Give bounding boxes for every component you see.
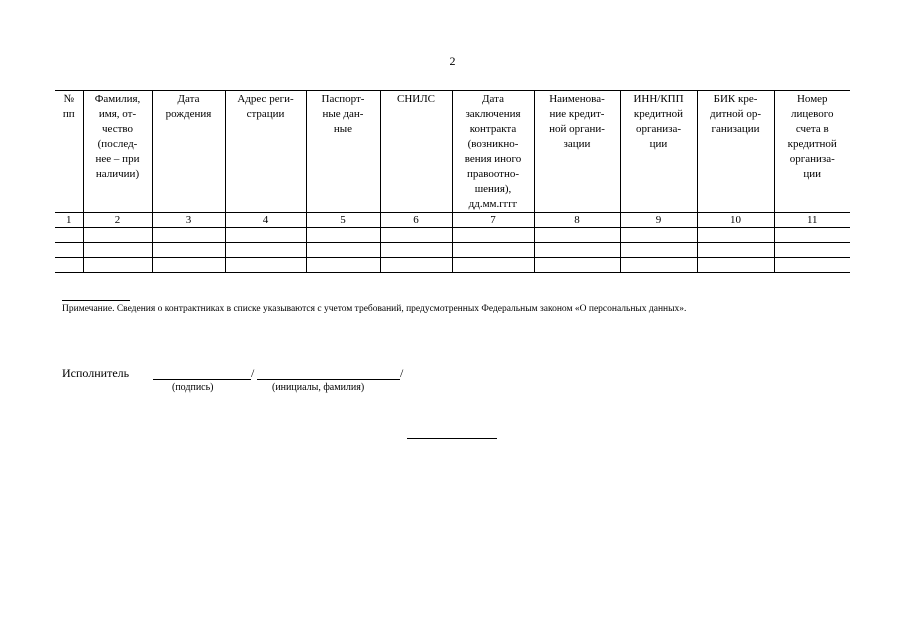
signature-line bbox=[153, 379, 251, 380]
name-caption: (инициалы, фамилия) bbox=[272, 382, 365, 393]
header-bank-name: Наименова- ние кредит- ной органи- зации bbox=[534, 91, 620, 213]
table-row bbox=[55, 258, 850, 273]
name-line bbox=[257, 379, 400, 380]
page-number: 2 bbox=[449, 54, 456, 68]
table-row bbox=[55, 243, 850, 258]
column-number: 9 bbox=[620, 213, 697, 228]
column-number: 6 bbox=[380, 213, 452, 228]
footnote-divider bbox=[62, 300, 130, 301]
column-number: 7 bbox=[452, 213, 534, 228]
column-number: 3 bbox=[152, 213, 225, 228]
column-number: 2 bbox=[83, 213, 152, 228]
column-number: 10 bbox=[697, 213, 774, 228]
header-birth-date: Дата рождения bbox=[152, 91, 225, 213]
header-contract-date: Дата заключения контракта (возникно- вения иного правоотно- шения), дд.мм.гггг bbox=[452, 91, 534, 213]
signature-slash: / bbox=[251, 366, 255, 380]
header-full-name: Фамилия, имя, от- чество (послед- нее – при наличии) bbox=[83, 91, 152, 213]
column-number: 1 bbox=[55, 213, 83, 228]
table-header-row bbox=[55, 91, 850, 213]
executor-label: Исполнитель bbox=[62, 366, 130, 380]
column-number: 4 bbox=[225, 213, 306, 228]
header-inn-kpp: ИНН/КПП кредитной организа- ции bbox=[620, 91, 697, 213]
header-registration-address: Адрес реги- страции bbox=[225, 91, 306, 213]
end-divider bbox=[407, 438, 497, 439]
signature-caption: (подпись) bbox=[172, 382, 214, 393]
name-slash: / bbox=[400, 366, 404, 380]
header-account-number: Номер лицевого счета в кредитной организа- ции bbox=[774, 91, 850, 213]
header-passport: Паспорт- ные дан- ные bbox=[306, 91, 380, 213]
contractors-table bbox=[55, 90, 850, 273]
header-snils: СНИЛС bbox=[380, 91, 452, 213]
column-number: 11 bbox=[774, 213, 850, 228]
column-number-row bbox=[55, 213, 850, 228]
header-number: № пп bbox=[55, 91, 83, 213]
column-number: 5 bbox=[306, 213, 380, 228]
column-number: 8 bbox=[534, 213, 620, 228]
header-bik: БИК кре- дитной ор- ганизации bbox=[697, 91, 774, 213]
footnote-note: Примечание. Сведения о контрактниках в списке указываются с учетом требований, предусмотренных Федеральным законом «О персональных данных». bbox=[62, 304, 687, 314]
table-row bbox=[55, 228, 850, 243]
